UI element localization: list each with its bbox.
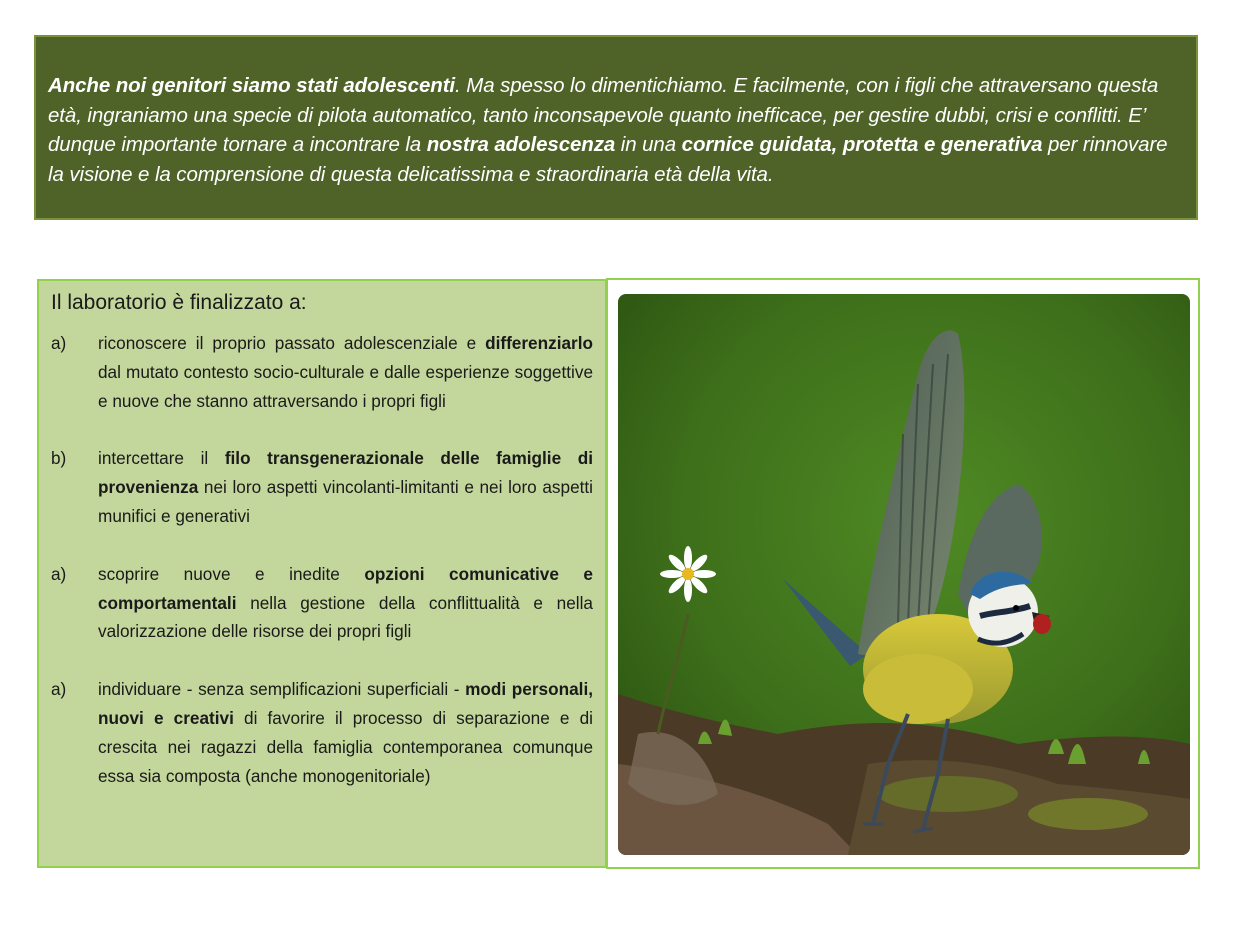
item-marker: a) (51, 563, 67, 584)
intro-banner (34, 35, 1198, 220)
emphasis-text: opzioni comunicative e comportamentali (98, 563, 593, 613)
emphasis-text: modi personali, nuovi e creativi (98, 679, 593, 728)
item-text (98, 560, 593, 646)
text-run: in una (615, 133, 682, 156)
objective-item (51, 329, 593, 415)
text-run: per rinnovare la visione e la comprensione di questa delicatissima e straordinaria età della vita. (48, 133, 1168, 186)
text-run: nei loro aspetti vincolanti-limitanti e nei loro aspetti munifici e generativi (98, 477, 593, 526)
text-run: di favorire il processo di separazione e di crescita nei ragazzi della famiglia contemporanea comunque essa sia composta (anche monogenitoriale) (98, 707, 593, 786)
item-text (98, 675, 593, 790)
item-marker: a) (51, 679, 67, 700)
item-text (98, 444, 593, 530)
emphasis-text: filo transgenerazionale delle famiglie di provenienza (98, 448, 593, 498)
objectives-list (51, 329, 593, 790)
objectives-panel (37, 279, 607, 868)
emphasis-text: differenziarlo (485, 333, 593, 353)
text-run: intercettare il (98, 448, 225, 469)
intro-text (48, 71, 1184, 189)
item-marker: b) (51, 448, 67, 469)
objective-item (51, 675, 593, 790)
emphasis-text: nostra adolescenza (426, 133, 616, 156)
item-text (98, 329, 593, 415)
text-run: . Ma spesso lo dimentichiamo. E facilmente, con i figli che attraversano questa età, ingraniamo una specie di pilota automatico, tanto inconsapevole quanto inefficace, per gestire dubbi, crisi e conflitti. E’ dunque importante tornare a incontrare la (48, 74, 1159, 156)
objective-item (51, 444, 593, 530)
text-run: riconoscere il proprio passato adolescenziale e (98, 333, 486, 353)
text-run: dal mutato contesto socio-culturale e dalle esperienze soggettive e nuove che stanno attraversando i propri figli (98, 361, 593, 411)
objective-item (51, 560, 593, 646)
photo-frame (606, 278, 1200, 869)
panel-title: Il laboratorio è finalizzato a: (51, 291, 307, 314)
text-run: scoprire nuove e inedite (98, 563, 365, 584)
emphasis-text: cornice guidata, protetta e generativa (681, 133, 1043, 156)
item-marker: a) (51, 333, 67, 353)
text-run: individuare - senza semplificazioni superficiali - (98, 679, 466, 700)
text-run: nella gestione della conflittualità e nella valorizzazione delle risorse dei propri figli (98, 592, 593, 642)
bird-photo (618, 294, 1190, 855)
emphasis-text: Anche noi genitori siamo stati adolescenti (48, 74, 456, 97)
